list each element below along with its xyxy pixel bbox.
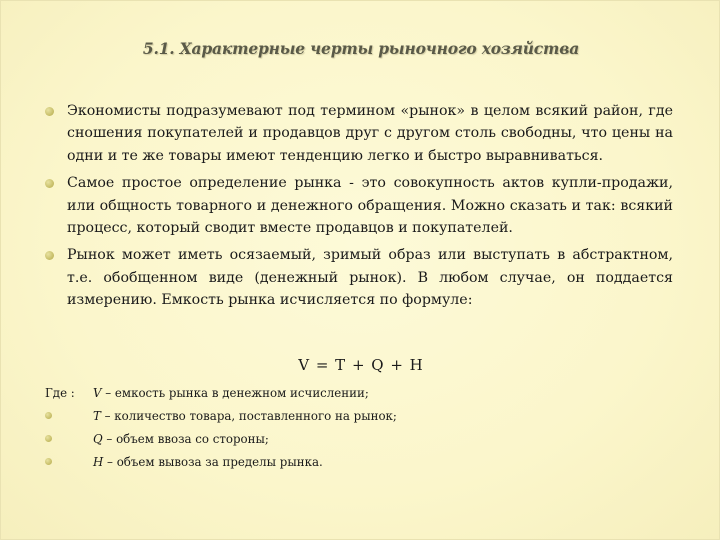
legend-variable: V xyxy=(93,386,102,400)
legend-variable: Q xyxy=(93,432,103,446)
legend-text xyxy=(93,454,323,470)
legend-row-t xyxy=(45,408,665,431)
legend-description: – объем вывоза за пределы рынка. xyxy=(103,455,323,469)
bullet-dot-icon xyxy=(45,107,54,116)
legend-variable: H xyxy=(93,455,104,469)
legend-dot-icon xyxy=(45,412,52,419)
legend-text xyxy=(93,385,369,401)
slide-title: 5.1. Характерные черты рыночного хозяйства xyxy=(142,39,580,58)
legend-text xyxy=(93,431,269,447)
legend-prefix: Где : xyxy=(45,386,75,400)
bullet-dot-icon xyxy=(45,251,54,260)
legend-variable: T xyxy=(93,409,101,423)
formula-legend xyxy=(45,385,665,477)
legend-dot-icon xyxy=(45,435,52,442)
bullet-item-simple-definition xyxy=(45,172,673,239)
bullet-text: Экономисты подразумевают под термином «рынок» в целом всякий район, где сношения покупателей и продавцов друг с другом столь свободны, что цены на одни и те же товары имеют тенденцию легко и быстро выравниваться. xyxy=(67,103,673,164)
legend-description: – количество товара, поставленного на рынок; xyxy=(100,409,397,423)
bullet-item-market-capacity xyxy=(45,244,673,311)
bullet-item-market-definition xyxy=(45,100,673,167)
legend-row-q xyxy=(45,431,665,454)
legend-description: – объем ввоза со стороны; xyxy=(102,432,269,446)
capacity-formula: V = T + Q + H xyxy=(298,356,424,374)
bullet-list xyxy=(45,100,673,317)
legend-text xyxy=(93,408,397,424)
bullet-text: Самое простое определение рынка - это совокупность актов купли-продажи, или общность товарного и денежного обращения. Можно сказать и так: всякий процесс, который сводит вместе продавцов и покупателей. xyxy=(67,175,673,237)
legend-description: – емкость рынка в денежном исчислении; xyxy=(101,386,369,400)
legend-row-v xyxy=(45,385,665,408)
bullet-text: Рынок может иметь осязаемый, зримый образ или выступать в абстрактном, т.е. обобщенном виде (денежный рынок). В любом случае, он поддается измерению. Емкость рынка исчисляется по формуле: xyxy=(67,247,673,309)
legend-dot-icon xyxy=(45,458,52,465)
legend-row-h xyxy=(45,454,665,477)
bullet-dot-icon xyxy=(45,179,54,188)
